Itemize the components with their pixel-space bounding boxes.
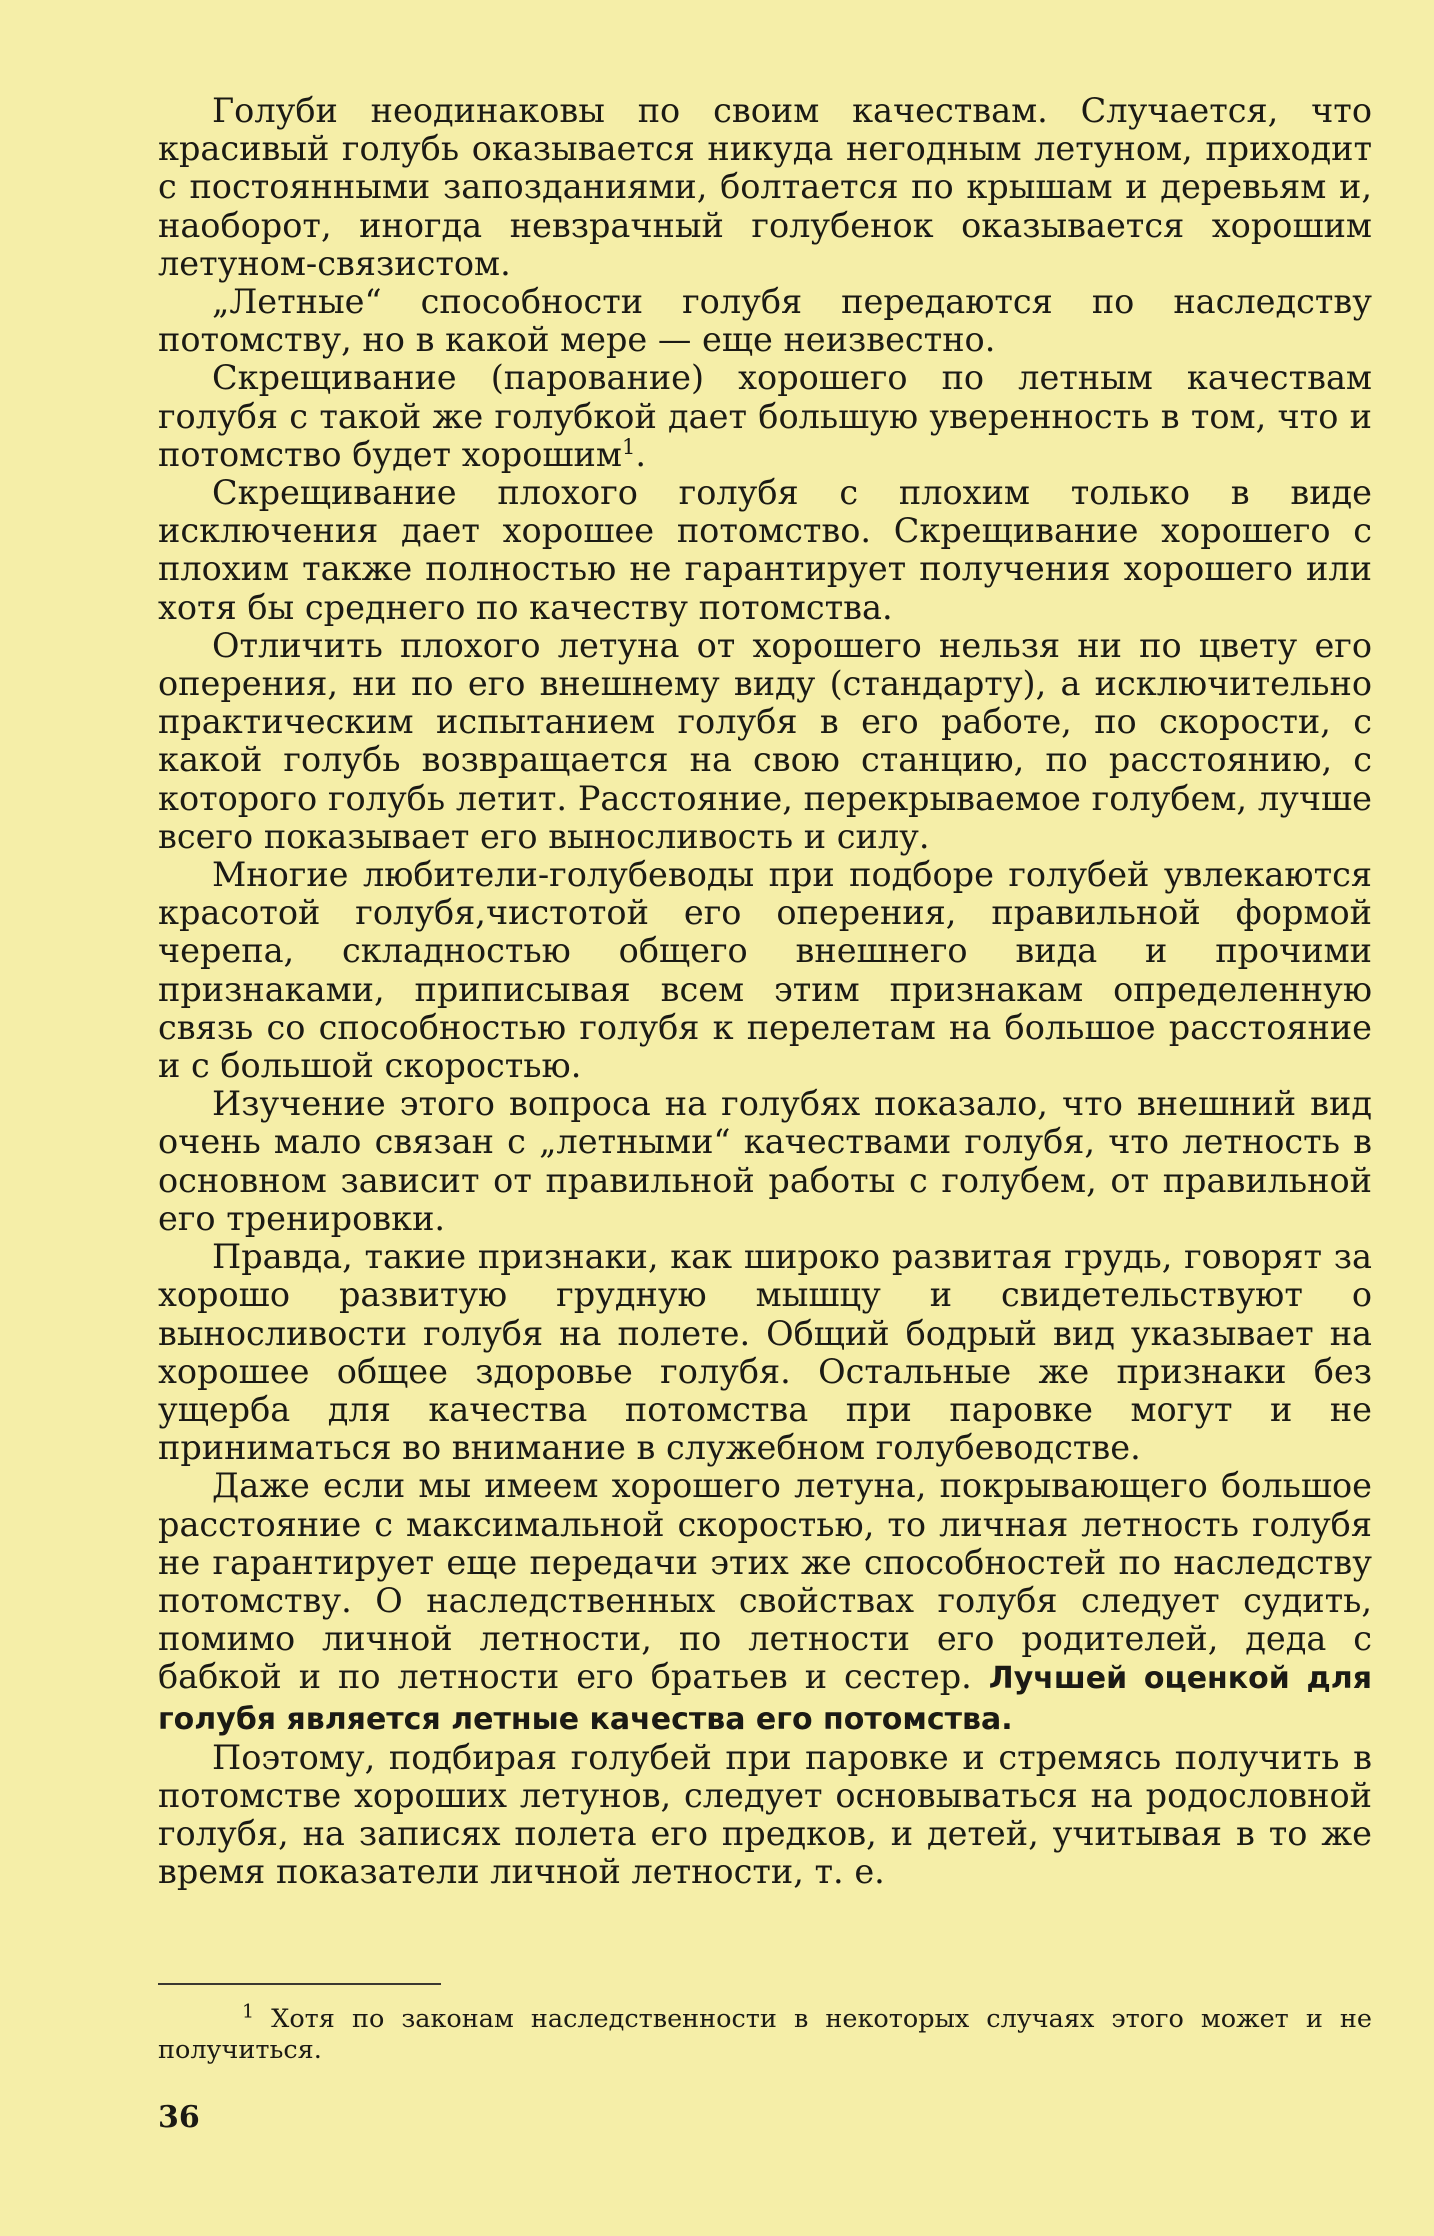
paragraph-7 (158, 1085, 1372, 1238)
paragraph-10 (158, 1739, 1372, 1892)
page-body (158, 92, 1372, 1892)
paragraph-8-text: Правда, такие признаки, как широко развитая грудь, говорят за хорошо развитую грудную мышцу и свидетельствуют о выносливости голубя на полете. Общий бодрый вид указывает на хорошее общее здоровье голубя. Остальные же признаки без ущерба для качества потомства при паровке могут и не приниматься во внимание в служебном голубеводстве. (158, 1237, 1372, 1468)
paragraph-3-end: . (635, 434, 646, 474)
paragraph-3-text: Скрещивание (парование) хорошего по летным качествам голубя с такой же голубкой дает большую уверенность в том, что и потомство будет хорошим (158, 358, 1372, 474)
paragraph-8 (158, 1238, 1372, 1467)
paragraph-5 (158, 627, 1372, 856)
footnote (158, 2000, 1372, 2066)
paragraph-7-text: Изучение этого вопроса на голубях показало, что внешний вид очень мало связан с „летными“ качествами голубя, что летность в основном зависит от правильной работы с голубем, от правильной его тренировки. (158, 1084, 1372, 1238)
paragraph-4 (158, 474, 1372, 627)
footnote-text: Хотя по законам наследственности в некоторых случаях этого может и не получиться. (158, 2004, 1372, 2065)
paragraph-6 (158, 856, 1372, 1085)
paragraph-9-text: Даже если мы имеем хорошего летуна, покрывающего большое расстояние с максимальной скоростью, то личная летность голубя не гарантирует еще передачи этих же способностей по наследству потомству. О наследственных свойствах голубя следует судить, помимо личной летности, по летности его родителей, деда с бабкой и по летности его братьев и сестер. (158, 1466, 1372, 1697)
paragraph-1-text: Голуби неодинаковы по своим качествам. Случается, что красивый голубь оказывается никуда негодным летуном, приходит с постоянными запозданиями, болтается по крышам и деревьям и, наоборот, иногда невзрачный голубенок оказывается хорошим летуном-связистом. (158, 91, 1372, 283)
paragraph-3 (158, 359, 1372, 474)
page-number: 36 (158, 2100, 200, 2135)
paragraph-1 (158, 92, 1372, 283)
paragraph-2 (158, 283, 1372, 359)
footnote-divider (158, 1983, 441, 1985)
paragraph-10-text: Поэтому, подбирая голубей при паровке и стремясь получить в потомстве хороших летунов, следует основываться на родословной голубя, на записях полета его предков, и детей, учитывая в то же время показатели личной летности, т. е. (158, 1737, 1372, 1892)
paragraph-9 (158, 1467, 1372, 1738)
paragraph-4-text: Скрещивание плохого голубя с плохим только в виде исключения дает хорошее потомство. Скрещивание хорошего с плохим также полностью не гарантирует получения хорошего или хотя бы среднего по качеству потомства. (158, 473, 1372, 627)
paragraph-2-text: „Летные“ способности голубя передаются по наследству потомству, но в какой мере — еще неизвестно. (158, 282, 1372, 360)
paragraph-9-bold-conclusion: Лучшей оценкой для голубя является летные качества его потомства. (158, 1661, 1372, 1737)
paragraph-5-text: Отличить плохого летуна от хорошего нельзя ни по цвету его оперения, ни по его внешнему виду (стандарту), а исключительно практическим испытанием голубя в его работе, по скорости, с какой голубь возвращается на свою станцию, по расстоянию, с которого голубь летит. Расстояние, перекрываемое голубем, лучше всего показывает его выносливость и силу. (158, 625, 1372, 856)
footnote-mark: 1 (242, 2000, 255, 2023)
paragraph-6-text: Многие любители-голубеводы при подборе голубей увлекаются красотой голубя,чистотой его оперения, правильной формой черепа, складностью общего внешнего вида и прочими признаками, приписывая всем этим признакам определенную связь со способностью голубя к перелетам на большое расстояние и с большой скоростью. (158, 855, 1372, 1086)
footnote-reference: 1 (621, 434, 636, 459)
